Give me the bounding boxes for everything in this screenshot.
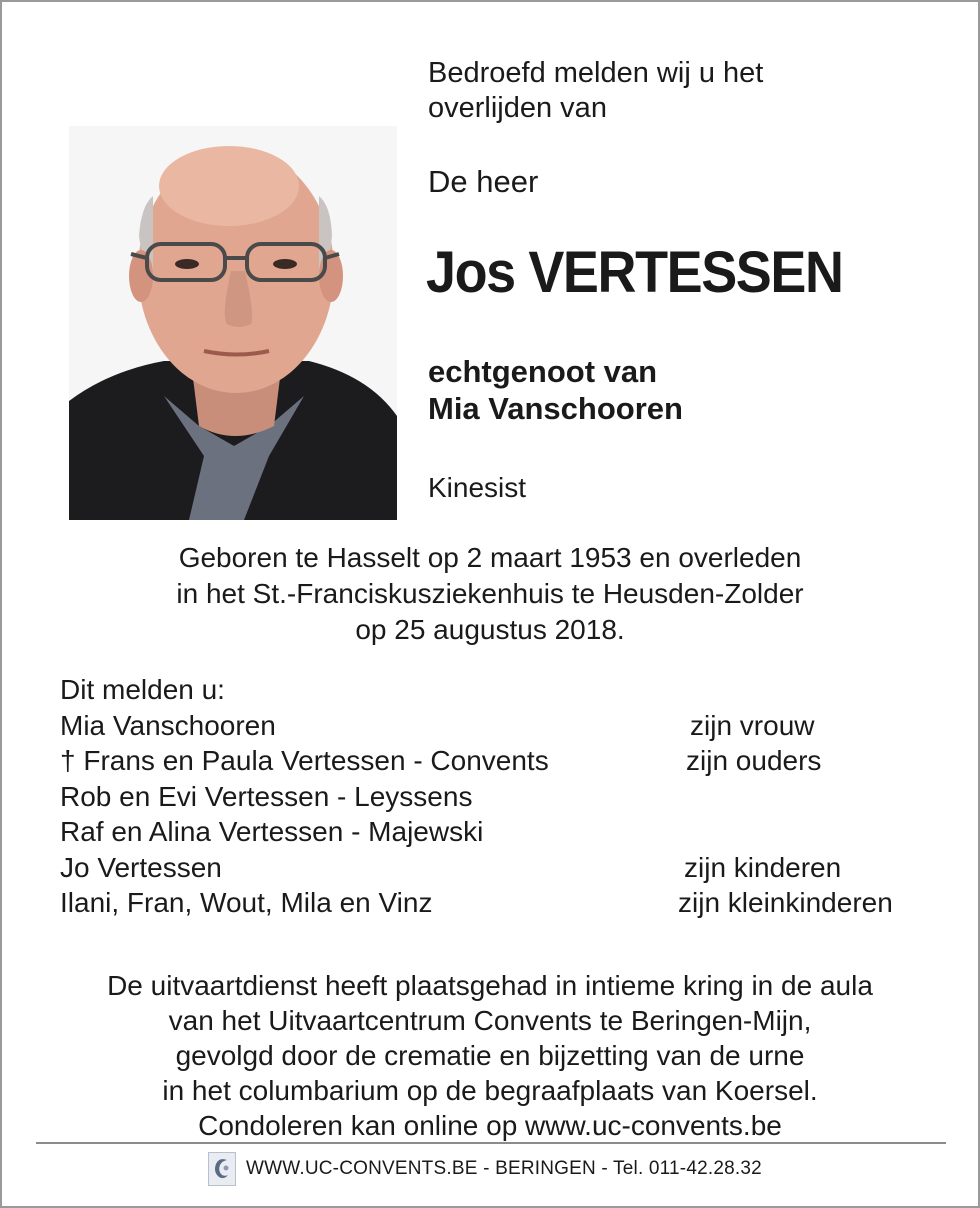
- family-row: [60, 814, 940, 850]
- service-line: van het Uitvaartcentrum Convents te Beringen-Mijn,: [168, 1005, 812, 1036]
- intro-text: [428, 56, 928, 126]
- footer-contact: WWW.UC-CONVENTS.BE - BERINGEN - Tel. 011-42.28.32: [246, 1158, 762, 1179]
- intro-line: Bedroefd melden wij u het: [428, 57, 764, 89]
- family-member: Raf en Alina Vertessen - Majewski: [60, 816, 484, 847]
- life-line: in het St.-Franciskusziekenhuis te Heusden-Zolder: [176, 578, 804, 609]
- funeral-home-logo-icon: [208, 1152, 236, 1186]
- family-member: Rob en Evi Vertessen - Leyssens: [60, 780, 473, 812]
- family-row: [60, 708, 940, 744]
- spouse-line: echtgenoot van: [428, 354, 658, 389]
- family-header: Dit melden u:: [60, 674, 225, 705]
- footer-divider: [36, 1142, 946, 1144]
- profession: Kinesist: [428, 472, 527, 503]
- service-line: gevolgd door de crematie en bijzetting van de urne: [175, 1040, 805, 1071]
- family-row: [60, 743, 940, 779]
- footer: [208, 1150, 762, 1188]
- spouse-text: [428, 353, 683, 427]
- service-line: in het columbarium op de begraafplaats van Koersel.: [162, 1075, 818, 1106]
- service-text: [2, 968, 978, 1143]
- title-prefix: De heer: [428, 164, 539, 199]
- deceased-name: Jos VERTESSEN: [426, 240, 843, 305]
- family-relation: zijn vrouw: [690, 709, 815, 741]
- life-dates: [2, 540, 978, 648]
- family-relation: zijn kinderen: [684, 851, 842, 883]
- family-relation: zijn ouders: [686, 745, 822, 776]
- service-line: De uitvaartdienst heeft plaatsgehad in intieme kring in de aula: [107, 970, 873, 1001]
- portrait-illustration: [69, 126, 397, 520]
- life-line: op 25 augustus 2018.: [355, 614, 625, 645]
- intro-line: overlijden van: [428, 92, 607, 124]
- life-line: Geboren te Hasselt op 2 maart 1953 en overleden: [178, 542, 802, 573]
- family-relation: zijn kleinkinderen: [678, 887, 893, 918]
- spouse-line: Mia Vanschooren: [428, 391, 683, 426]
- family-member: Mia Vanschooren: [60, 709, 276, 741]
- portrait-photo: [69, 126, 397, 520]
- family-header-row: [60, 672, 940, 708]
- family-member: Ilani, Fran, Wout, Mila en Vinz: [60, 887, 433, 918]
- family-row: [60, 850, 940, 886]
- service-line: Condoleren kan online op www.uc-convents.be: [198, 1110, 782, 1141]
- family-row: [60, 885, 940, 921]
- family-member: Jo Vertessen: [60, 851, 222, 883]
- family-member: † Frans en Paula Vertessen - Convents: [60, 745, 549, 776]
- family-row: [60, 779, 940, 815]
- family-list: [60, 672, 940, 921]
